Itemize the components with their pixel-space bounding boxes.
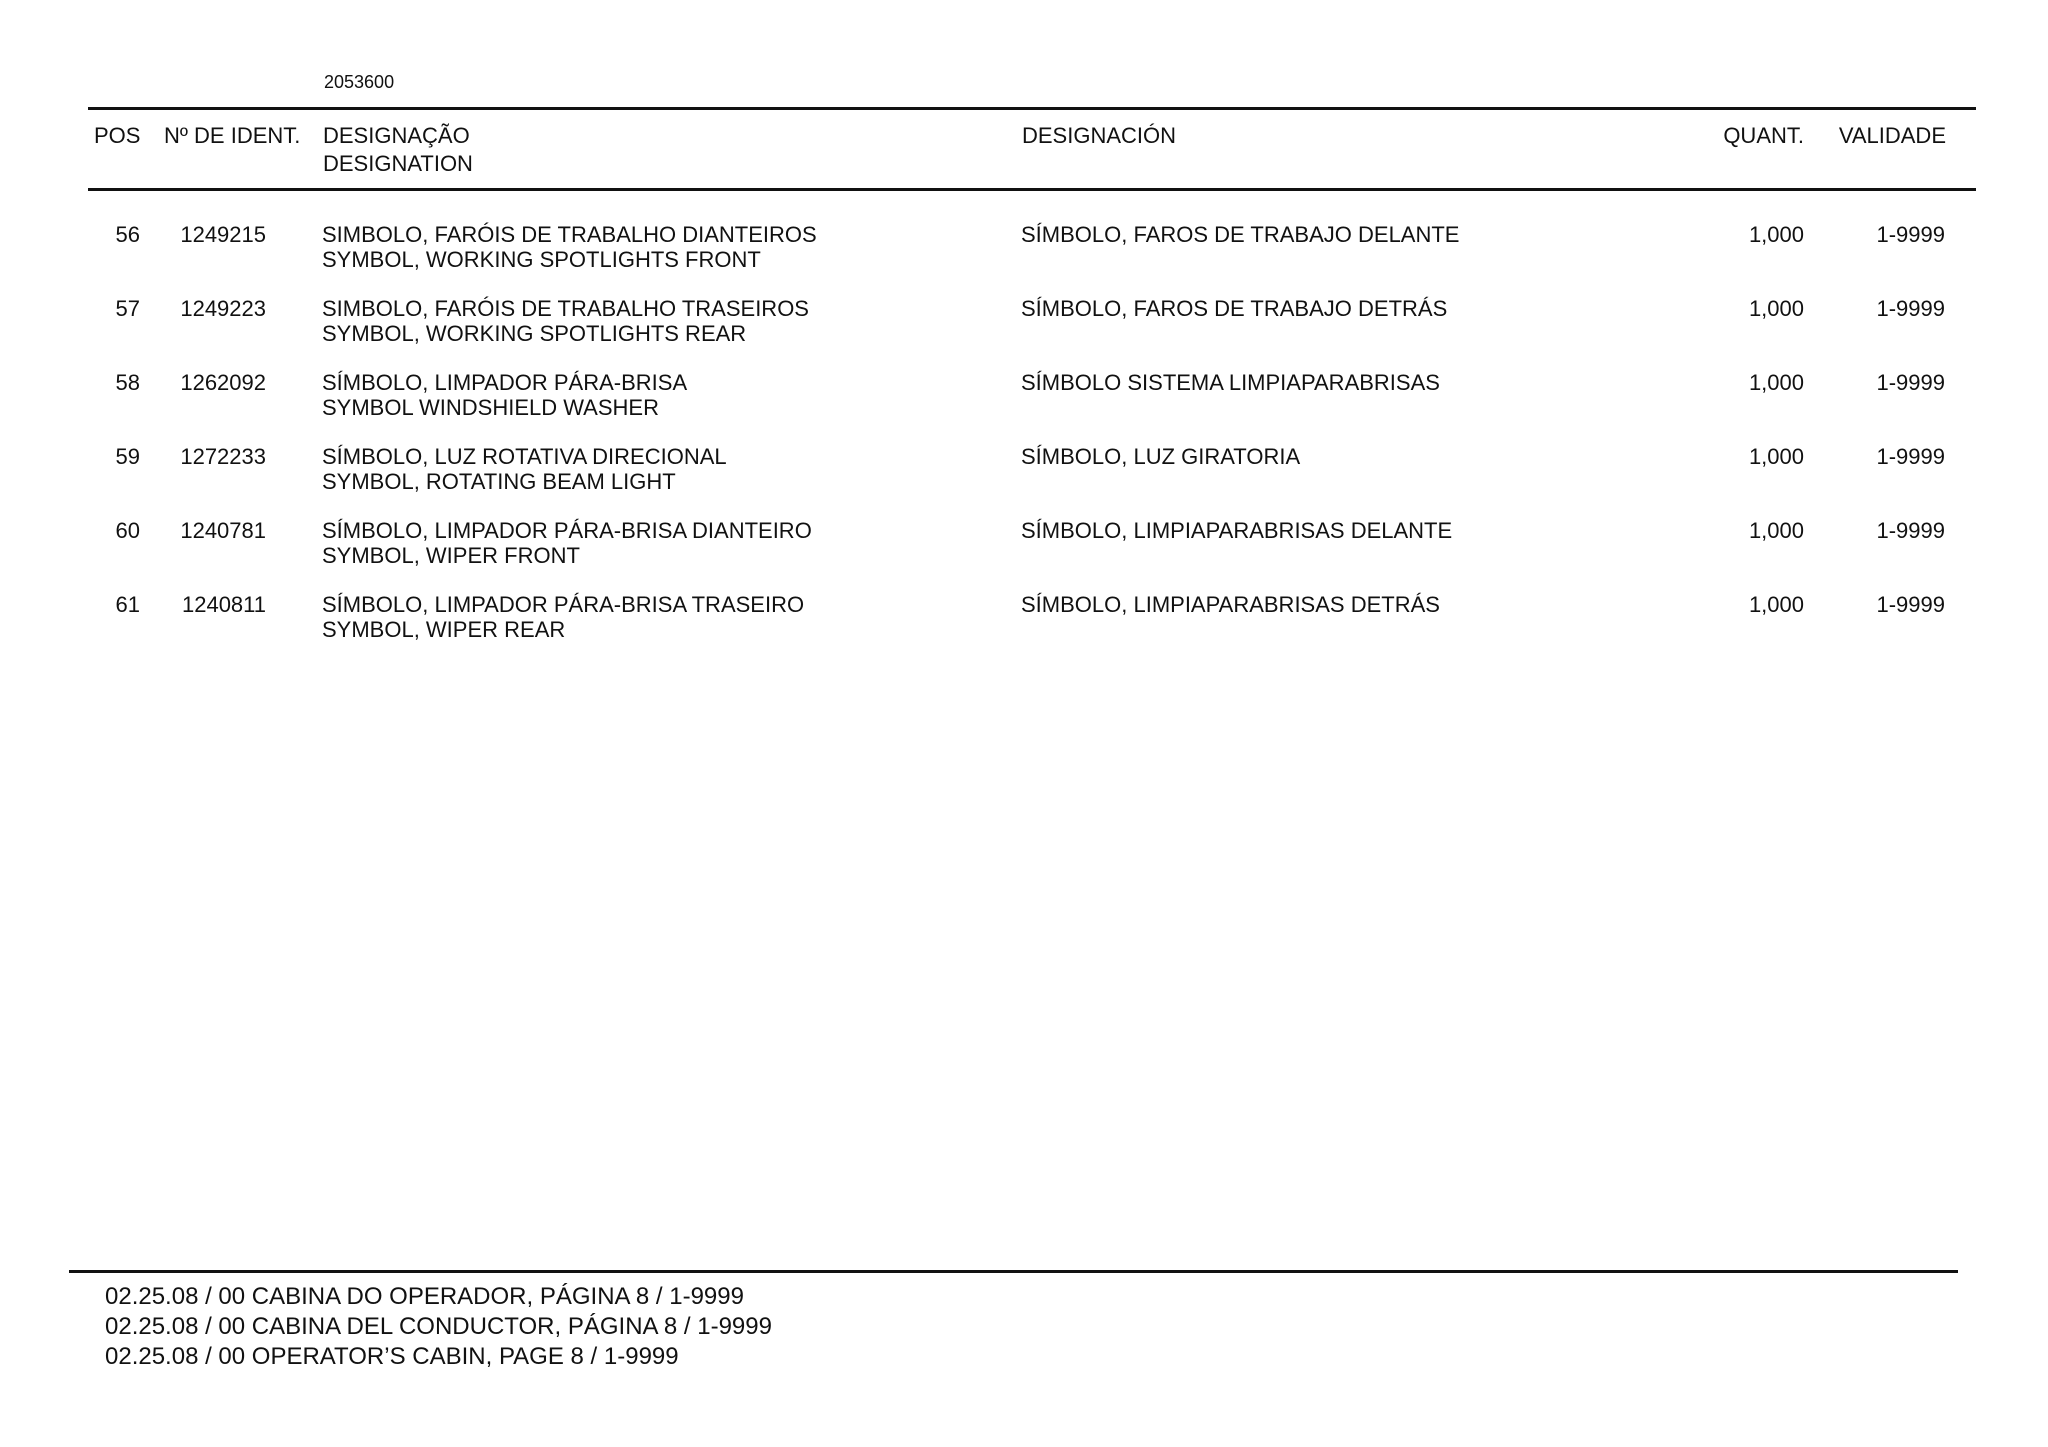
header-designation-es: DESIGNACIÓN (1022, 123, 1177, 148)
row-designation-pt: SÍMBOLO, LIMPADOR PÁRA-BRISA TRASEIRO (322, 592, 805, 617)
row-designation (322, 444, 727, 494)
table-row (0, 222, 2048, 296)
page-footer (105, 1282, 772, 1372)
footer-line-es: 02.25.08 / 00 CABINA DEL CONDUCTOR, PÁGINA 8 / 1-9999 (105, 1313, 772, 1340)
header-pos: POS (94, 123, 141, 148)
row-pos: 61 (115, 592, 140, 617)
row-quantity: 1,000 (1748, 370, 1804, 395)
row-validity: 1-9999 (1876, 370, 1945, 395)
row-validity: 1-9999 (1876, 296, 1945, 321)
table-row (0, 518, 2048, 592)
row-designation-en: SYMBOL, WORKING SPOTLIGHTS REAR (322, 321, 747, 346)
document-number: 2053600 (324, 72, 395, 92)
row-ident-number: 1249215 (180, 222, 266, 247)
parts-table-body (0, 222, 2048, 666)
header-quantity: QUANT. (1723, 123, 1804, 148)
row-pos: 60 (115, 518, 140, 543)
row-designation-pt: SÍMBOLO, LIMPADOR PÁRA-BRISA DIANTEIRO (322, 518, 812, 543)
table-row (0, 296, 2048, 370)
row-designation (322, 296, 809, 346)
header-designation-pt: DESIGNAÇÃO (323, 123, 470, 148)
row-designation-es: SÍMBOLO, LUZ GIRATORIA (1021, 444, 1301, 469)
row-designation-es: SÍMBOLO, LIMPIAPARABRISAS DELANTE (1021, 518, 1453, 543)
table-top-rule (88, 107, 1976, 110)
table-row (0, 370, 2048, 444)
header-ident-number: Nº DE IDENT. (164, 123, 301, 148)
row-designation (322, 592, 804, 642)
row-pos: 57 (115, 296, 140, 321)
row-quantity: 1,000 (1748, 592, 1804, 617)
row-quantity: 1,000 (1748, 444, 1804, 469)
row-ident-number: 1272233 (180, 444, 266, 469)
row-quantity: 1,000 (1748, 296, 1804, 321)
row-quantity: 1,000 (1748, 518, 1804, 543)
table-row (0, 444, 2048, 518)
footer-rule (69, 1270, 1958, 1273)
footer-line-pt: 02.25.08 / 00 CABINA DO OPERADOR, PÁGINA 8 / 1-9999 (105, 1283, 744, 1310)
row-designation (322, 518, 812, 568)
row-pos: 56 (115, 222, 140, 247)
row-ident-number: 1262092 (180, 370, 266, 395)
row-designation-pt: SIMBOLO, FARÓIS DE TRABALHO TRASEIROS (322, 296, 809, 321)
row-pos: 58 (115, 370, 140, 395)
row-designation (322, 370, 687, 420)
row-designation-pt: SÍMBOLO, LIMPADOR PÁRA-BRISA (322, 370, 688, 395)
row-designation-es: SÍMBOLO, LIMPIAPARABRISAS DETRÁS (1021, 592, 1440, 617)
row-designation-en: SYMBOL, WIPER FRONT (322, 543, 580, 568)
row-ident-number: 1240781 (180, 518, 266, 543)
table-row (0, 592, 2048, 666)
row-ident-number: 1249223 (180, 296, 266, 321)
row-designation-pt: SÍMBOLO, LUZ ROTATIVA DIRECIONAL (322, 444, 727, 469)
row-designation-en: SYMBOL WINDSHIELD WASHER (322, 395, 659, 420)
footer-line-en: 02.25.08 / 00 OPERATOR’S CABIN, PAGE 8 / 1-9999 (105, 1343, 679, 1370)
row-validity: 1-9999 (1876, 592, 1945, 617)
row-ident-number: 1240811 (181, 592, 266, 617)
row-designation-en: SYMBOL, ROTATING BEAM LIGHT (322, 469, 676, 494)
row-designation-es: SÍMBOLO, FAROS DE TRABAJO DELANTE (1021, 222, 1460, 247)
row-designation-en: SYMBOL, WIPER REAR (322, 617, 566, 642)
row-designation-en: SYMBOL, WORKING SPOTLIGHTS FRONT (322, 247, 761, 272)
header-validity: VALIDADE (1838, 123, 1946, 148)
row-validity: 1-9999 (1876, 444, 1945, 469)
row-quantity: 1,000 (1748, 222, 1804, 247)
table-header-bottom-rule (88, 188, 1976, 191)
row-validity: 1-9999 (1876, 518, 1945, 543)
header-designation (323, 122, 473, 178)
header-designation-en: DESIGNATION (323, 151, 473, 176)
row-designation-es: SÍMBOLO SISTEMA LIMPIAPARABRISAS (1021, 370, 1440, 395)
row-designation (322, 222, 817, 272)
row-designation-es: SÍMBOLO, FAROS DE TRABAJO DETRÁS (1021, 296, 1448, 321)
row-validity: 1-9999 (1876, 222, 1945, 247)
row-pos: 59 (115, 444, 140, 469)
row-designation-pt: SIMBOLO, FARÓIS DE TRABALHO DIANTEIROS (322, 222, 817, 247)
